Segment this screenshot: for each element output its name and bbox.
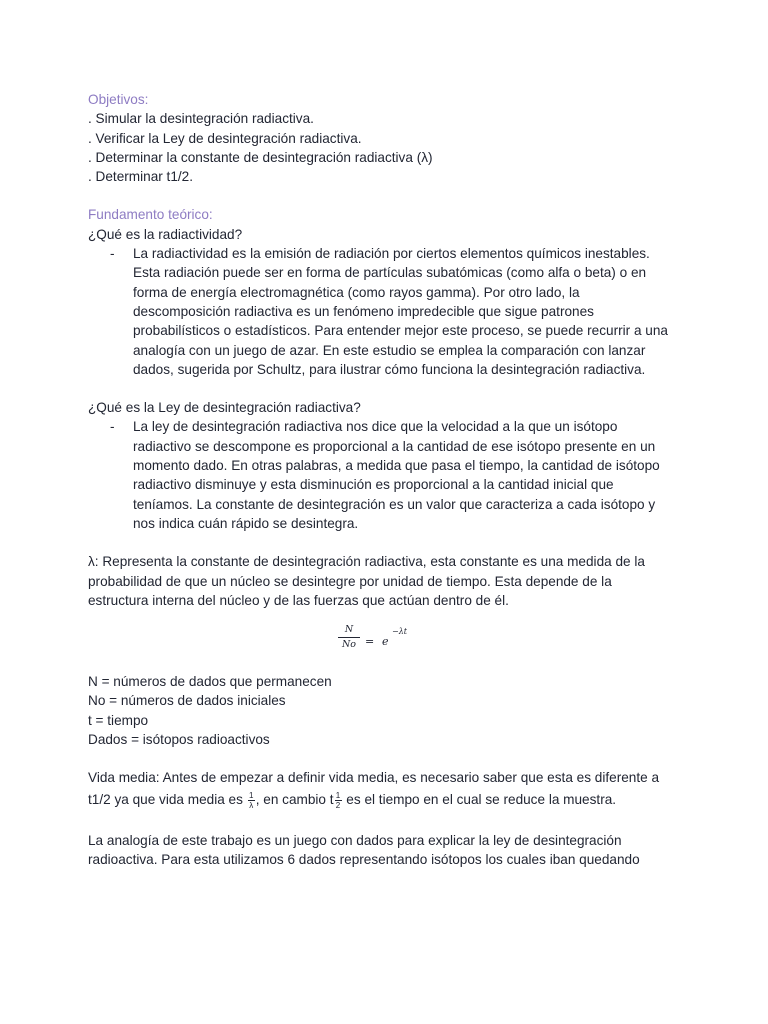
mini-denominator: λ: [249, 800, 254, 810]
analogy-line: radioactiva. Para esta utilizamos 6 dados representando isótopos los cuales iban quedando: [88, 851, 640, 867]
lambda-paragraph-line: λ: Representa la constante de desintegración radiactiva, esta constante es una medida de la: [88, 554, 645, 570]
formula-exponent: −λt: [392, 627, 407, 637]
formula-fraction: [338, 624, 360, 651]
formula-base: e: [382, 635, 389, 649]
answer-line: momento dado. En otras palabras, a medida que pasa el tiempo, la cantidad de isótopo: [133, 458, 660, 474]
document-page: [88, 90, 688, 869]
decay-formula: [88, 624, 688, 660]
objective-item: . Simular la desintegración radiactiva.: [88, 111, 314, 127]
formula-numerator: N: [344, 624, 354, 636]
lambda-paragraph-line: probabilidad de que un núcleo se desintegre por unidad de tiempo. Esta depende de la: [88, 573, 612, 589]
answer-line: dados, sugerida por Schultz, para ilustrar cómo funciona la desintegración radiactiva.: [133, 361, 646, 377]
mini-numerator: 1: [248, 790, 254, 800]
radioactivity-answer: [88, 244, 688, 379]
question-radioactivity: ¿Qué es la radiactividad?: [88, 226, 243, 242]
objectives-heading: Objetivos:: [88, 92, 149, 107]
bullet-dash: -: [110, 246, 115, 262]
answer-line: teníamos. La constante de desintegración es un valor que caracteriza a cada isótopo y: [133, 496, 656, 512]
answer-line: analogía con un juego de azar. En este estudio se emplea la comparación con lanzar: [133, 342, 646, 358]
half-life-text: , en cambio t: [255, 791, 334, 807]
definition-line: t = tiempo: [88, 712, 149, 728]
answer-line: La ley de desintegración radiactiva nos dice que la velocidad a la que un isótopo: [133, 419, 618, 435]
half-life-line: [88, 788, 688, 812]
definition-line: No = números de dados iniciales: [88, 693, 286, 709]
answer-line: radiactivo se descompone es proporcional a la cantidad de ese isótopo presente en un: [133, 438, 656, 454]
formula-denominator: No: [341, 639, 357, 651]
one-half-subscript: [335, 791, 342, 810]
bullet-dash: -: [110, 419, 115, 435]
half-life-line: Vida media: Antes de empezar a definir vida media, es necesario saber que esta es diferente a: [88, 770, 660, 786]
answer-line: La radiactividad es la emisión de radiación por ciertos elementos químicos inestables.: [133, 246, 650, 262]
definition-line: N = números de dados que permanecen: [88, 674, 332, 690]
answer-line: descomposición radiactiva es un fenómeno impredecible que sigue patrones: [133, 303, 594, 319]
objective-item: . Determinar la constante de desintegración radiactiva (λ): [88, 149, 433, 165]
answer-line: Esta radiación puede ser en forma de partículas subatómicas (como alfa o beta) o en: [133, 265, 647, 281]
mini-denominator: 2: [335, 800, 341, 810]
objective-item: . Verificar la Ley de desintegración radiactiva.: [88, 130, 362, 146]
fraction-bar: [338, 637, 360, 638]
mini-numerator: 1: [335, 790, 341, 800]
theory-heading: Fundamento teórico:: [88, 207, 213, 223]
definition-line: Dados = isótopos radioactivos: [88, 732, 270, 748]
decay-law-answer: [88, 417, 688, 533]
answer-line: forma de energía electromagnética (como rayos gamma). Por otro lado, la: [133, 284, 580, 300]
formula-equals: =: [365, 635, 375, 649]
half-life-text: es el tiempo en el cual se reduce la muestra.: [342, 791, 617, 807]
objective-item: . Determinar t1/2.: [88, 169, 194, 185]
question-decay-law: ¿Qué es la Ley de desintegración radiactiva?: [88, 400, 361, 416]
half-life-text: t1/2 ya que vida media es: [88, 791, 247, 807]
answer-line: probabilísticos o estadísticos. Para entender mejor este proceso, se puede recurrir a una: [133, 323, 668, 339]
lambda-paragraph-line: estructura interna del núcleo y de las fuerzas que actúan dentro de él.: [88, 592, 509, 608]
answer-line: radiactivo disminuye y esta disminución es proporcional a la cantidad inicial que: [133, 477, 614, 493]
one-over-lambda: [248, 791, 255, 810]
answer-line: nos indica cuán rápido se desintegra.: [133, 515, 359, 531]
analogy-line: La analogía de este trabajo es un juego con dados para explicar la ley de desintegración: [88, 832, 622, 848]
